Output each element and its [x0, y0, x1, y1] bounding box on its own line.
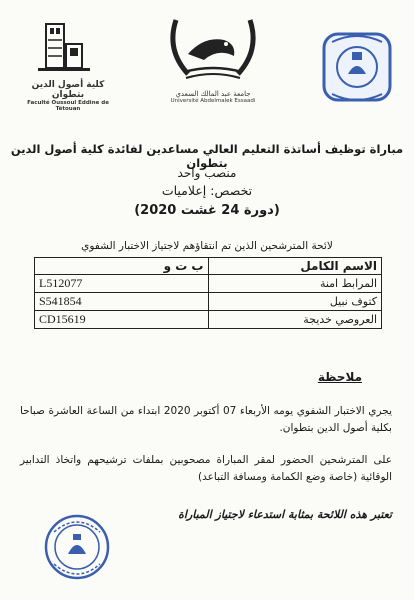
faculty-seal-icon	[318, 28, 396, 108]
university-emblem-icon	[148, 14, 278, 86]
faculty-name-fr: Faculté Oussoul Eddine de Tétouan	[27, 100, 109, 112]
candidate-id: L512077	[35, 275, 209, 293]
stamp-icon	[42, 512, 112, 582]
faculty-logo	[18, 20, 118, 112]
table-header-row	[35, 258, 382, 275]
column-header-name: الاسم الكامل	[208, 258, 382, 275]
candidate-name: المرابط امنة	[208, 275, 382, 293]
note-heading: ملاحظة	[317, 370, 362, 384]
candidate-name: كتوف نبيل	[208, 293, 382, 311]
post-count: منصب واحد	[177, 166, 237, 180]
column-header-id: ب ت و	[35, 258, 209, 275]
candidate-id: S541854	[35, 293, 209, 311]
candidates-table	[34, 257, 382, 329]
oral-exam-paragraph: يجري الاختبار الشفوي يومه الأربعاء 07 أكتوبر 2020 ابتداء من الساعة العاشرة صباحا بكلية أصول الدين بتطوان.	[20, 405, 392, 434]
competition-title: مباراة توظيف أساتذة التعليم العالي مساعدين لفائدة كلية أصول الدين بتطوان	[10, 142, 404, 170]
faculty-building-icon	[18, 20, 118, 76]
convocation-note: تعتبر هذه اللائحة بمثابة استدعاء لاجتياز المباراة	[178, 508, 392, 521]
attendance-paragraph: على المترشحين الحضور لمقر المباراة مصحوبين بملفات ترشيحهم واتخاذ التدابير الوقائية (خاصة وضع الكمامة ومسافة التباعد)	[20, 454, 392, 483]
table-row	[35, 275, 382, 293]
faculty-name-ar: كلية أصول الدين بتطوان	[31, 80, 105, 100]
table-row	[35, 311, 382, 329]
candidate-name: العروصي خديجة	[208, 311, 382, 329]
university-logo	[148, 14, 278, 112]
university-name-fr: Université Abdelmalek Essaadi	[170, 98, 256, 104]
university-name-ar: جامعة عبد المالك السعدي	[175, 90, 251, 98]
faculty-seal-logo	[318, 28, 396, 108]
official-stamp	[42, 512, 112, 582]
table-row	[35, 293, 382, 311]
candidate-id: CD15619	[35, 311, 209, 329]
list-title: لائحة المترشحين الذين تم انتقاؤهم لاجتياز الاختبار الشفوي	[81, 240, 333, 252]
specialty: تخصص: إعلاميات	[161, 183, 253, 198]
session-date: (دورة 24 غشت 2020)	[134, 203, 280, 218]
